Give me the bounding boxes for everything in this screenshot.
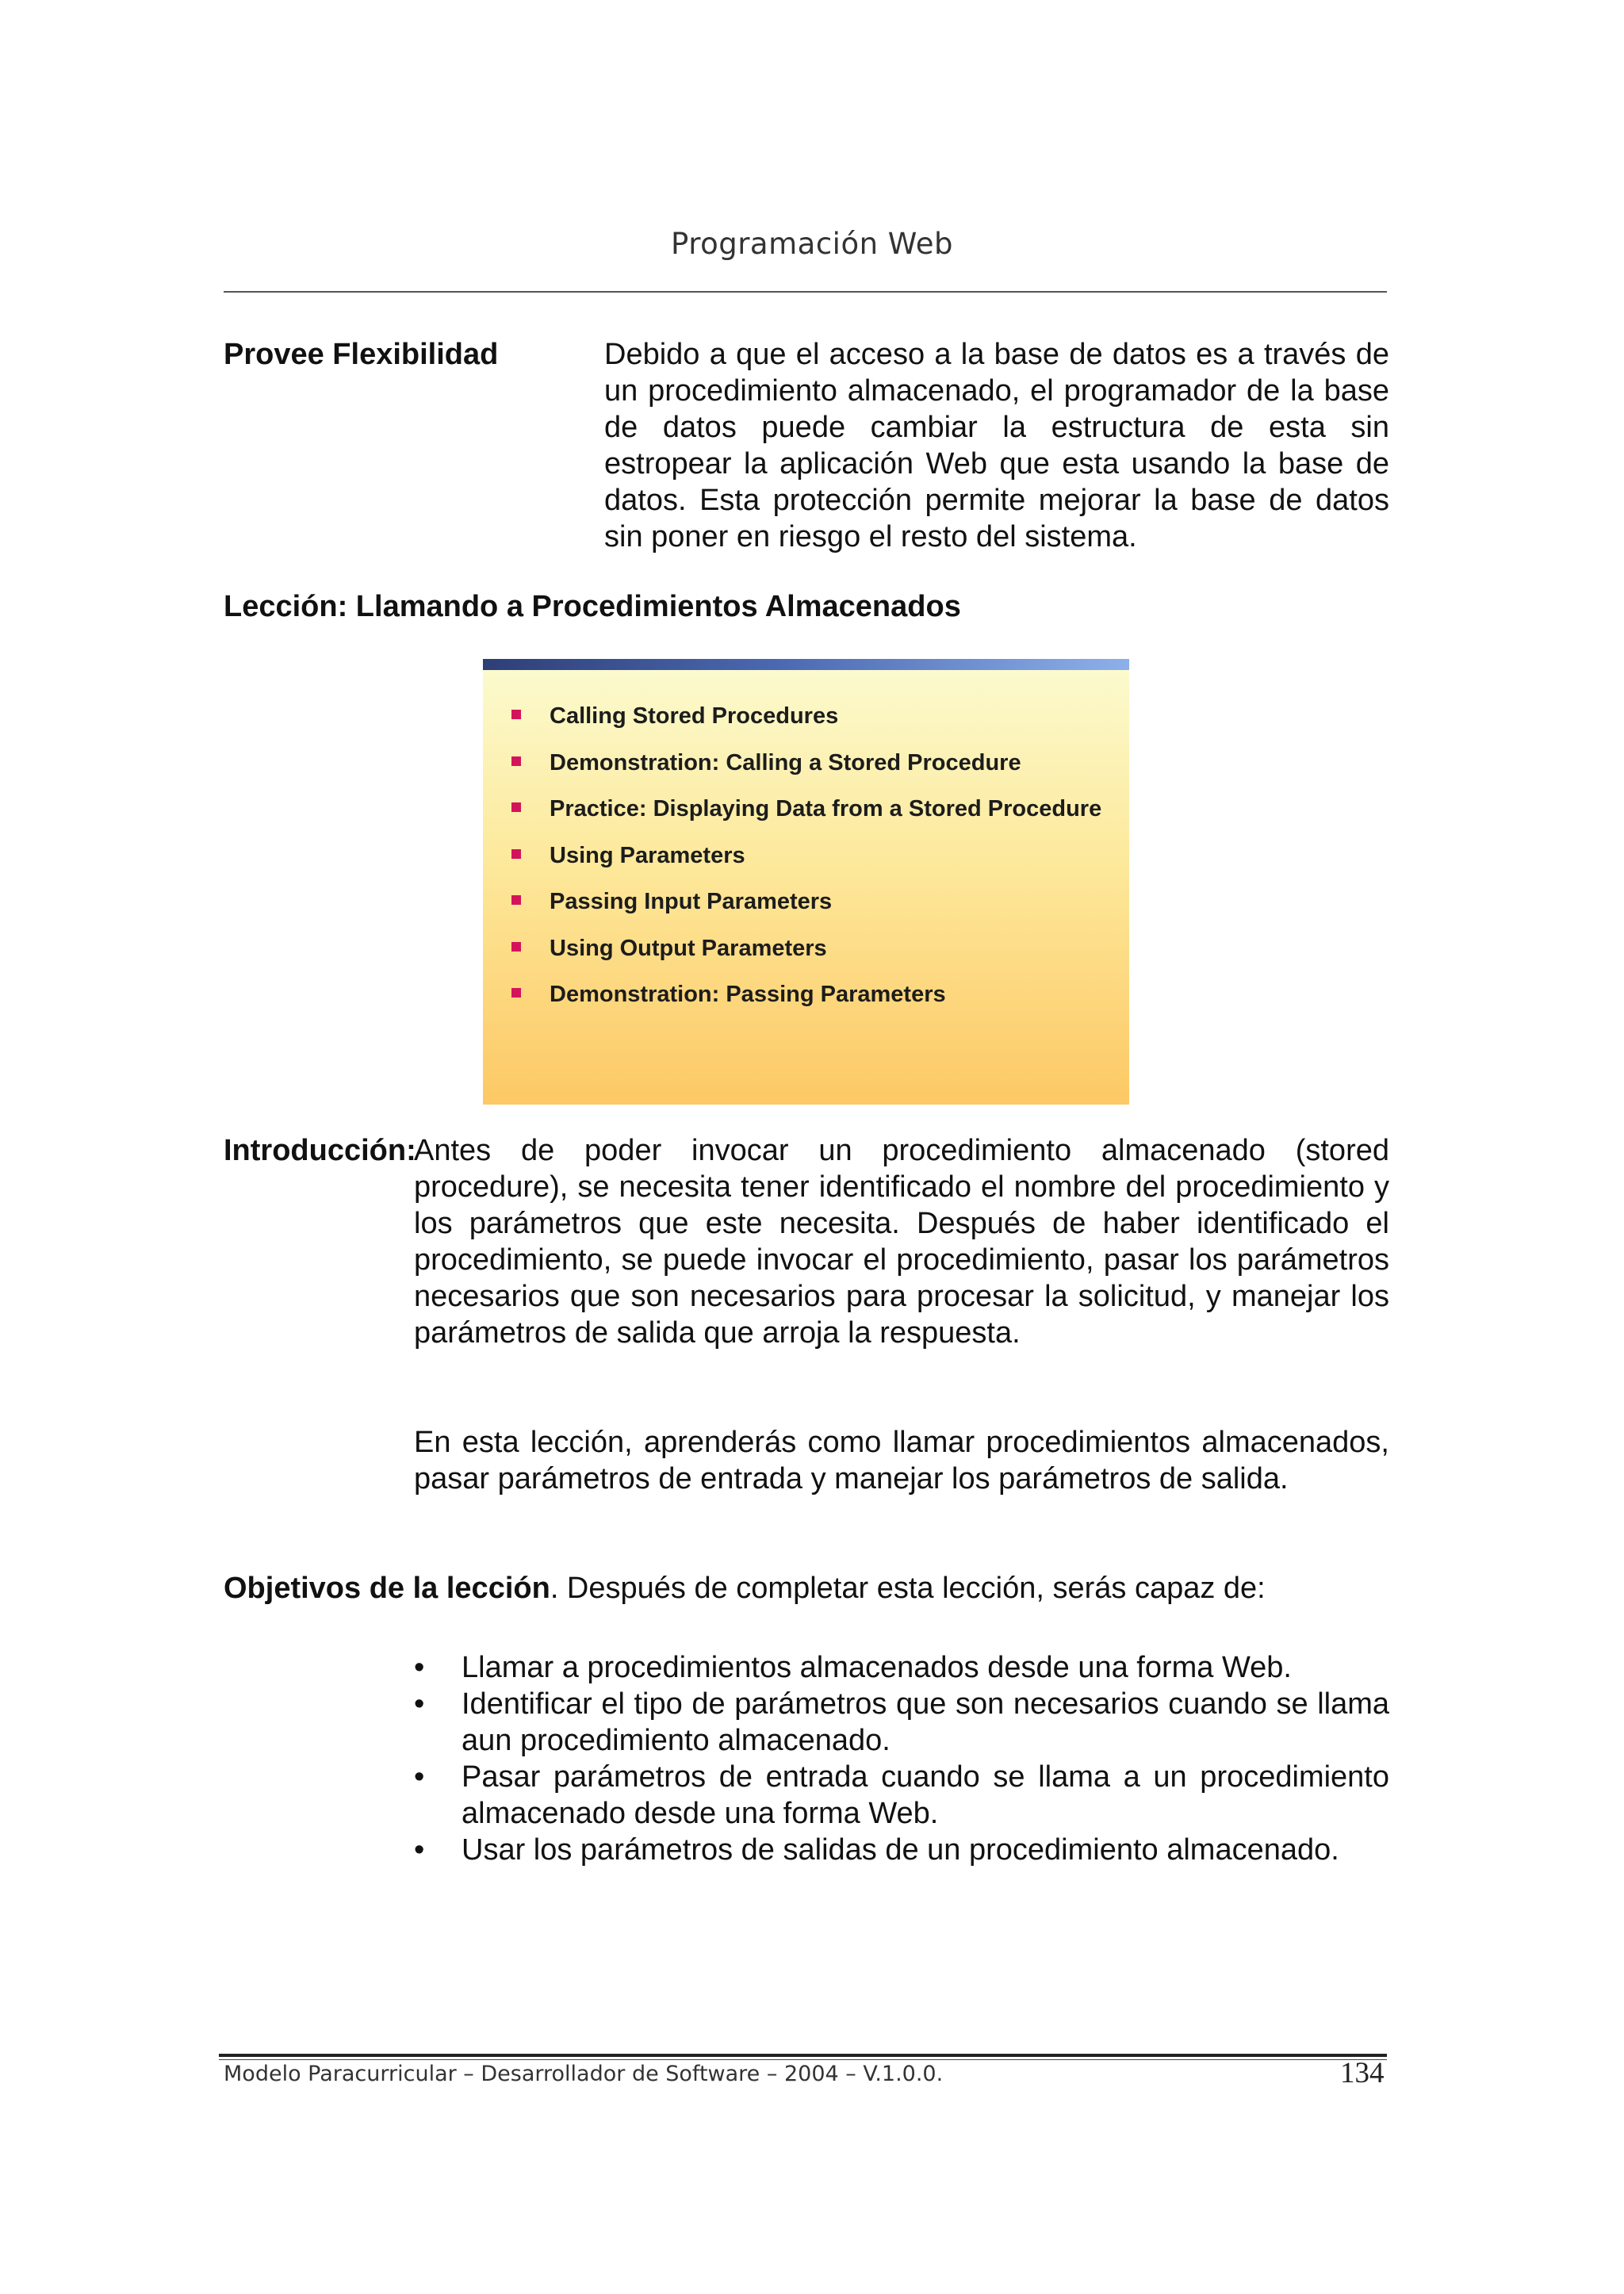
lesson-slide-image [483,659,1129,1105]
objective-item: • Pasar parámetros de entrada cuando se llama a un procedimiento almacenado desde una forma Web. [414,1759,1389,1832]
square-bullet-icon [511,988,521,998]
introduction-paragraph: En esta lección, aprenderás como llamar procedimientos almacenados, pasar parámetros de entrada y manejar los parámetros de salida. [414,1426,1389,1496]
square-bullet-icon [511,710,521,719]
slide-topic-item [511,700,1101,747]
slide-topic-item [511,978,1101,1025]
slide-topic-label: Using Parameters [550,842,745,868]
slide-topic-label: Demonstration: Calling a Stored Procedure [550,749,1021,776]
slide-topic-item [511,840,1101,887]
square-bullet-icon [511,849,521,859]
slide-topic-label: Using Output Parameters [550,935,827,961]
slide-topic-item [511,747,1101,794]
objective-item: • Identificar el tipo de parámetros que son necesarios cuando se llama aun procedimiento almacenado. [414,1686,1389,1759]
introduction-label: Introducción: [224,1134,416,1167]
objectives-intro-text: . Después de completar esta lección, serás capaz de: [550,1572,1266,1605]
square-bullet-icon [511,895,521,905]
slide-topic-item [511,886,1101,933]
flexibility-text: Debido a que el acceso a la base de datos es a través de un procedimiento almacenado, el programador de la base de datos puede cambiar la estructura de esta sin estropear la aplicación Web que esta usando la base de datos. Esta protección permite mejorar la base de datos sin poner en riesgo el resto del sistema. [604,338,1389,553]
slide-topic-label: Passing Input Parameters [550,889,833,914]
objectives-list [414,1649,1389,1868]
footer-text: Modelo Paracurricular – Desarrollador de Software – 2004 – V.1.0.0. [224,2062,944,2086]
objectives-label: Objetivos de la lección [224,1572,550,1605]
slide-topic-label: Calling Stored Procedures [550,703,839,729]
objective-item: • Usar los parámetros de salidas de un procedimiento almacenado. [414,1832,1389,1868]
page-number: 134 [1340,2057,1385,2089]
objectives-heading [224,1570,1266,1607]
square-bullet-icon [511,802,521,812]
slide-topic-item [511,933,1101,979]
square-bullet-icon [511,942,521,952]
slide-topic-label: Practice: Displaying Data from a Stored Procedure [550,796,1102,821]
header-divider [224,291,1387,293]
introduction-paragraph: Antes de poder invocar un procedimiento almacenado (stored procedure), se necesita tener identificado el nombre del procedimiento y los parámetros que este necesita. Después de haber identificado el procedimiento, se puede invocar el procedimiento, pasar los parámetros necesarios que son necesarios para procesar la solicitud, y manejar los parámetros de salida que arroja la respuesta. [414,1134,1389,1350]
footer-divider-thick [219,2054,1387,2057]
objective-item: • Llamar a procedimientos almacenados desde una forma Web. [414,1649,1389,1686]
slide-topic-item [511,793,1101,840]
slide-topic-label: Demonstration: Passing Parameters [550,982,946,1007]
flexibility-label: Provee Flexibilidad [224,338,499,371]
page-header-title: Programación Web [671,227,953,261]
lesson-title: Lección: Llamando a Procedimientos Almacenados [224,590,961,623]
slide-topic-list [511,700,1101,1025]
slide-top-bar [483,659,1129,670]
square-bullet-icon [511,756,521,766]
